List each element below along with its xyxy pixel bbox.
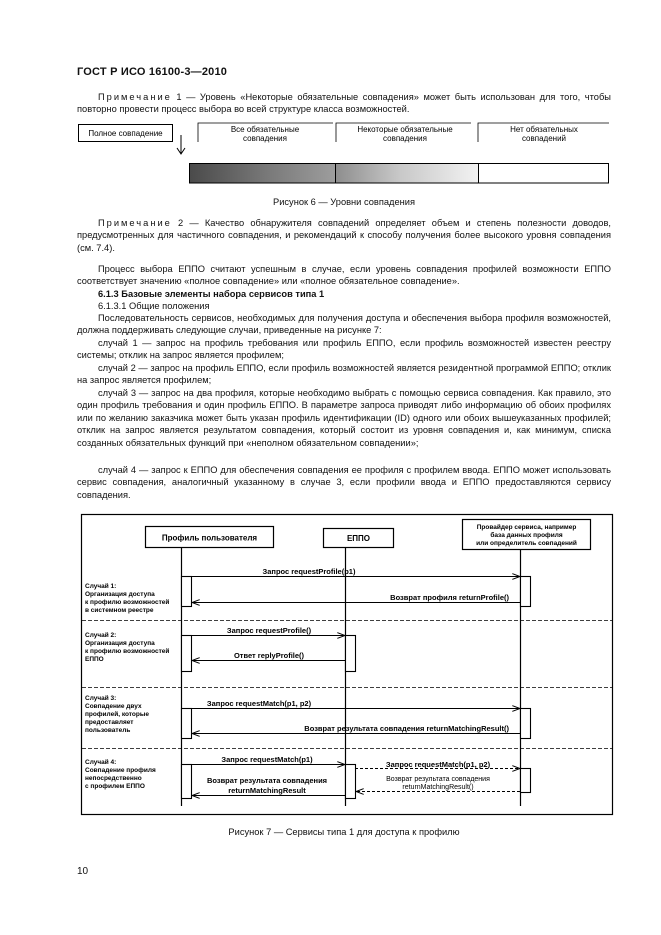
case-2-title: Случай 2: — [85, 632, 117, 639]
svg-text:ЕППО: ЕППО — [85, 656, 104, 663]
figure-6-match-levels — [77, 120, 617, 190]
svg-text:предоставляет: предоставляет — [85, 719, 134, 726]
svg-text:Совпадение профиля: Совпадение профиля — [85, 767, 156, 774]
case-4-provider-return-line-1: Возврат результата совпадения — [386, 776, 490, 783]
figure-7-sequence-diagram — [77, 510, 617, 820]
section-heading: 6.1.3 Базовые элементы набора сервисов типа 1 — [98, 289, 325, 299]
case-4-text: случай 4 — запрос к ЕППО для обеспечения совпадения ее профиля с профилем ввода. ЕППО может использовать сервис совпадения, аналогичный указанному в случае 3, если профили ввода и ЕППО предоставляются сервису совпадения. — [77, 465, 611, 500]
bar-all-required — [189, 163, 335, 183]
note-1-label: Примечание — [98, 92, 172, 102]
case-4-title: Случай 4: — [85, 759, 117, 766]
case-1-title: Случай 1: — [85, 583, 117, 590]
svg-text:с профилем ЕППО: с профилем ЕППО — [85, 783, 145, 790]
segment-3-line-2: совпадений — [521, 134, 567, 143]
svg-text:Организация доступа: Организация доступа — [85, 591, 155, 598]
subsection-heading: 6.1.3.1 Общие положения — [98, 301, 210, 311]
note-1 — [77, 91, 611, 116]
figure-6-caption: Рисунок 6 — Уровни совпадения — [273, 197, 415, 207]
note-2-label: Примечание — [98, 218, 172, 228]
lane-service-provider-line-3: или определитель совпадений — [476, 540, 577, 547]
case-3-text: случай 3 — запрос на два профиля, которые необходимо выбрать с помощью сервиса совпадения. Как правило, это один профиль требования и один профиль ЕППО. В параметре запроса приводят либо информацию об обоих профилях или по желанию заказчика может быть указан профиль идентификации (ID) одного или обоих вышеуказанных профилей; отклик на запрос является результатом совпадения, который состоит из уровня совпадения и, как минимум, списка созданных обязательных функций при «неполном обязательном совпадении»; — [77, 388, 611, 448]
svg-text:Организация доступа: Организация доступа — [85, 640, 155, 647]
paragraph-service-sequence: Последовательность сервисов, необходимых для получения доступа и обеспечения выбора профиля возможностей, должна поддерживать следующие случаи, приведенные на рисунке 7: — [77, 313, 611, 336]
svg-text:профилей, которые: профилей, которые — [85, 711, 149, 718]
segment-1-line-1: Все обязательные — [230, 125, 300, 134]
page-header: ГОСТ Р ИСО 16100-3—2010 — [77, 66, 228, 78]
case-1-return-label: Возврат профиля returnProfile() — [390, 593, 509, 602]
lane-user-profile-label: Профиль пользователя — [161, 533, 258, 543]
full-match-label: Полное совпадение — [88, 129, 163, 138]
case-4-request-label: Запрос requestMatch(p1) — [221, 755, 313, 764]
case-3-return-label: Возврат результата совпадения returnMatchingResult() — [304, 724, 509, 733]
case-2-request-label: Запрос requestProfile() — [226, 626, 312, 635]
case-4-return-line-1: Возврат результата совпадения — [206, 776, 328, 785]
case-1-text: случай 1 — запрос на профиль требования или профиль ЕППО, если профиль возможностей известен реестру системы; отклик на запрос является профилем; — [77, 338, 611, 361]
segment-3-line-1: Нет обязательных — [510, 125, 578, 134]
case-2-return-label: Ответ replyProfile() — [233, 651, 305, 660]
svg-text:в системном реестре: в системном реестре — [85, 607, 154, 614]
case-3-request-label: Запрос requestMatch(p1, p2) — [206, 699, 312, 708]
svg-text:к профилю возможностей: к профилю возможностей — [85, 599, 170, 606]
svg-text:Совпадение двух: Совпадение двух — [85, 703, 142, 710]
svg-text:непосредственно: непосредственно — [85, 775, 142, 782]
bar-some-required — [335, 163, 478, 183]
lane-service-provider-line-2: база данных профиля — [490, 532, 563, 539]
svg-text:пользователь: пользователь — [85, 727, 131, 734]
lane-service-provider-line-1: Провайдер сервиса, например — [476, 524, 577, 531]
segment-2-line-1: Некоторые обязательные — [357, 125, 453, 134]
case-4-provider-return-line-2: returnMatchingResult() — [402, 784, 474, 791]
figure-7-caption: Рисунок 7 — Сервисы типа 1 для доступа к профилю — [228, 827, 460, 837]
case-1-request-label: Запрос requestProfile(p1) — [262, 567, 356, 576]
case-4-return-line-2: returnMatchingResult — [228, 786, 306, 795]
lane-eppo-label: ЕППО — [346, 534, 371, 543]
paragraph-selection-success: Процесс выбора ЕППО считают успешным в случае, если уровень совпадения профилей возможности ЕППО соответствует значению «полное совпадение» или «полное обязательное совпадение». — [77, 264, 611, 287]
case-2-text: случай 2 — запрос на профиль ЕППО, если профиль возможностей является резидентной программой ЕППО; отклик на запрос является профилем; — [77, 363, 611, 386]
segment-1-line-2: совпадения — [243, 134, 287, 143]
note-2-text: 2 — Качество обнаружителя совпадений определяет объем и степень полезности доводов, предусмотренных для частичного совпадения, и рекомендаций к способу получения более высокого уровня совпадения (см. 7.4). — [77, 218, 611, 253]
note-1-text: 1 — Уровень «Некоторые обязательные совпадения» может быть использован для того, чтобы повторно провести процесс выбора во всей структуре класса возможностей. — [77, 92, 611, 115]
case-4-forward-label: Запрос requestMatch(p1, p2) — [385, 760, 491, 769]
page-number: 10 — [77, 866, 89, 877]
note-2 — [77, 217, 611, 254]
segment-2-line-2: совпадения — [383, 134, 427, 143]
case-3-title: Случай 3: — [85, 695, 117, 702]
svg-text:к профилю возможностей: к профилю возможностей — [85, 648, 170, 655]
bar-no-required — [478, 163, 609, 183]
